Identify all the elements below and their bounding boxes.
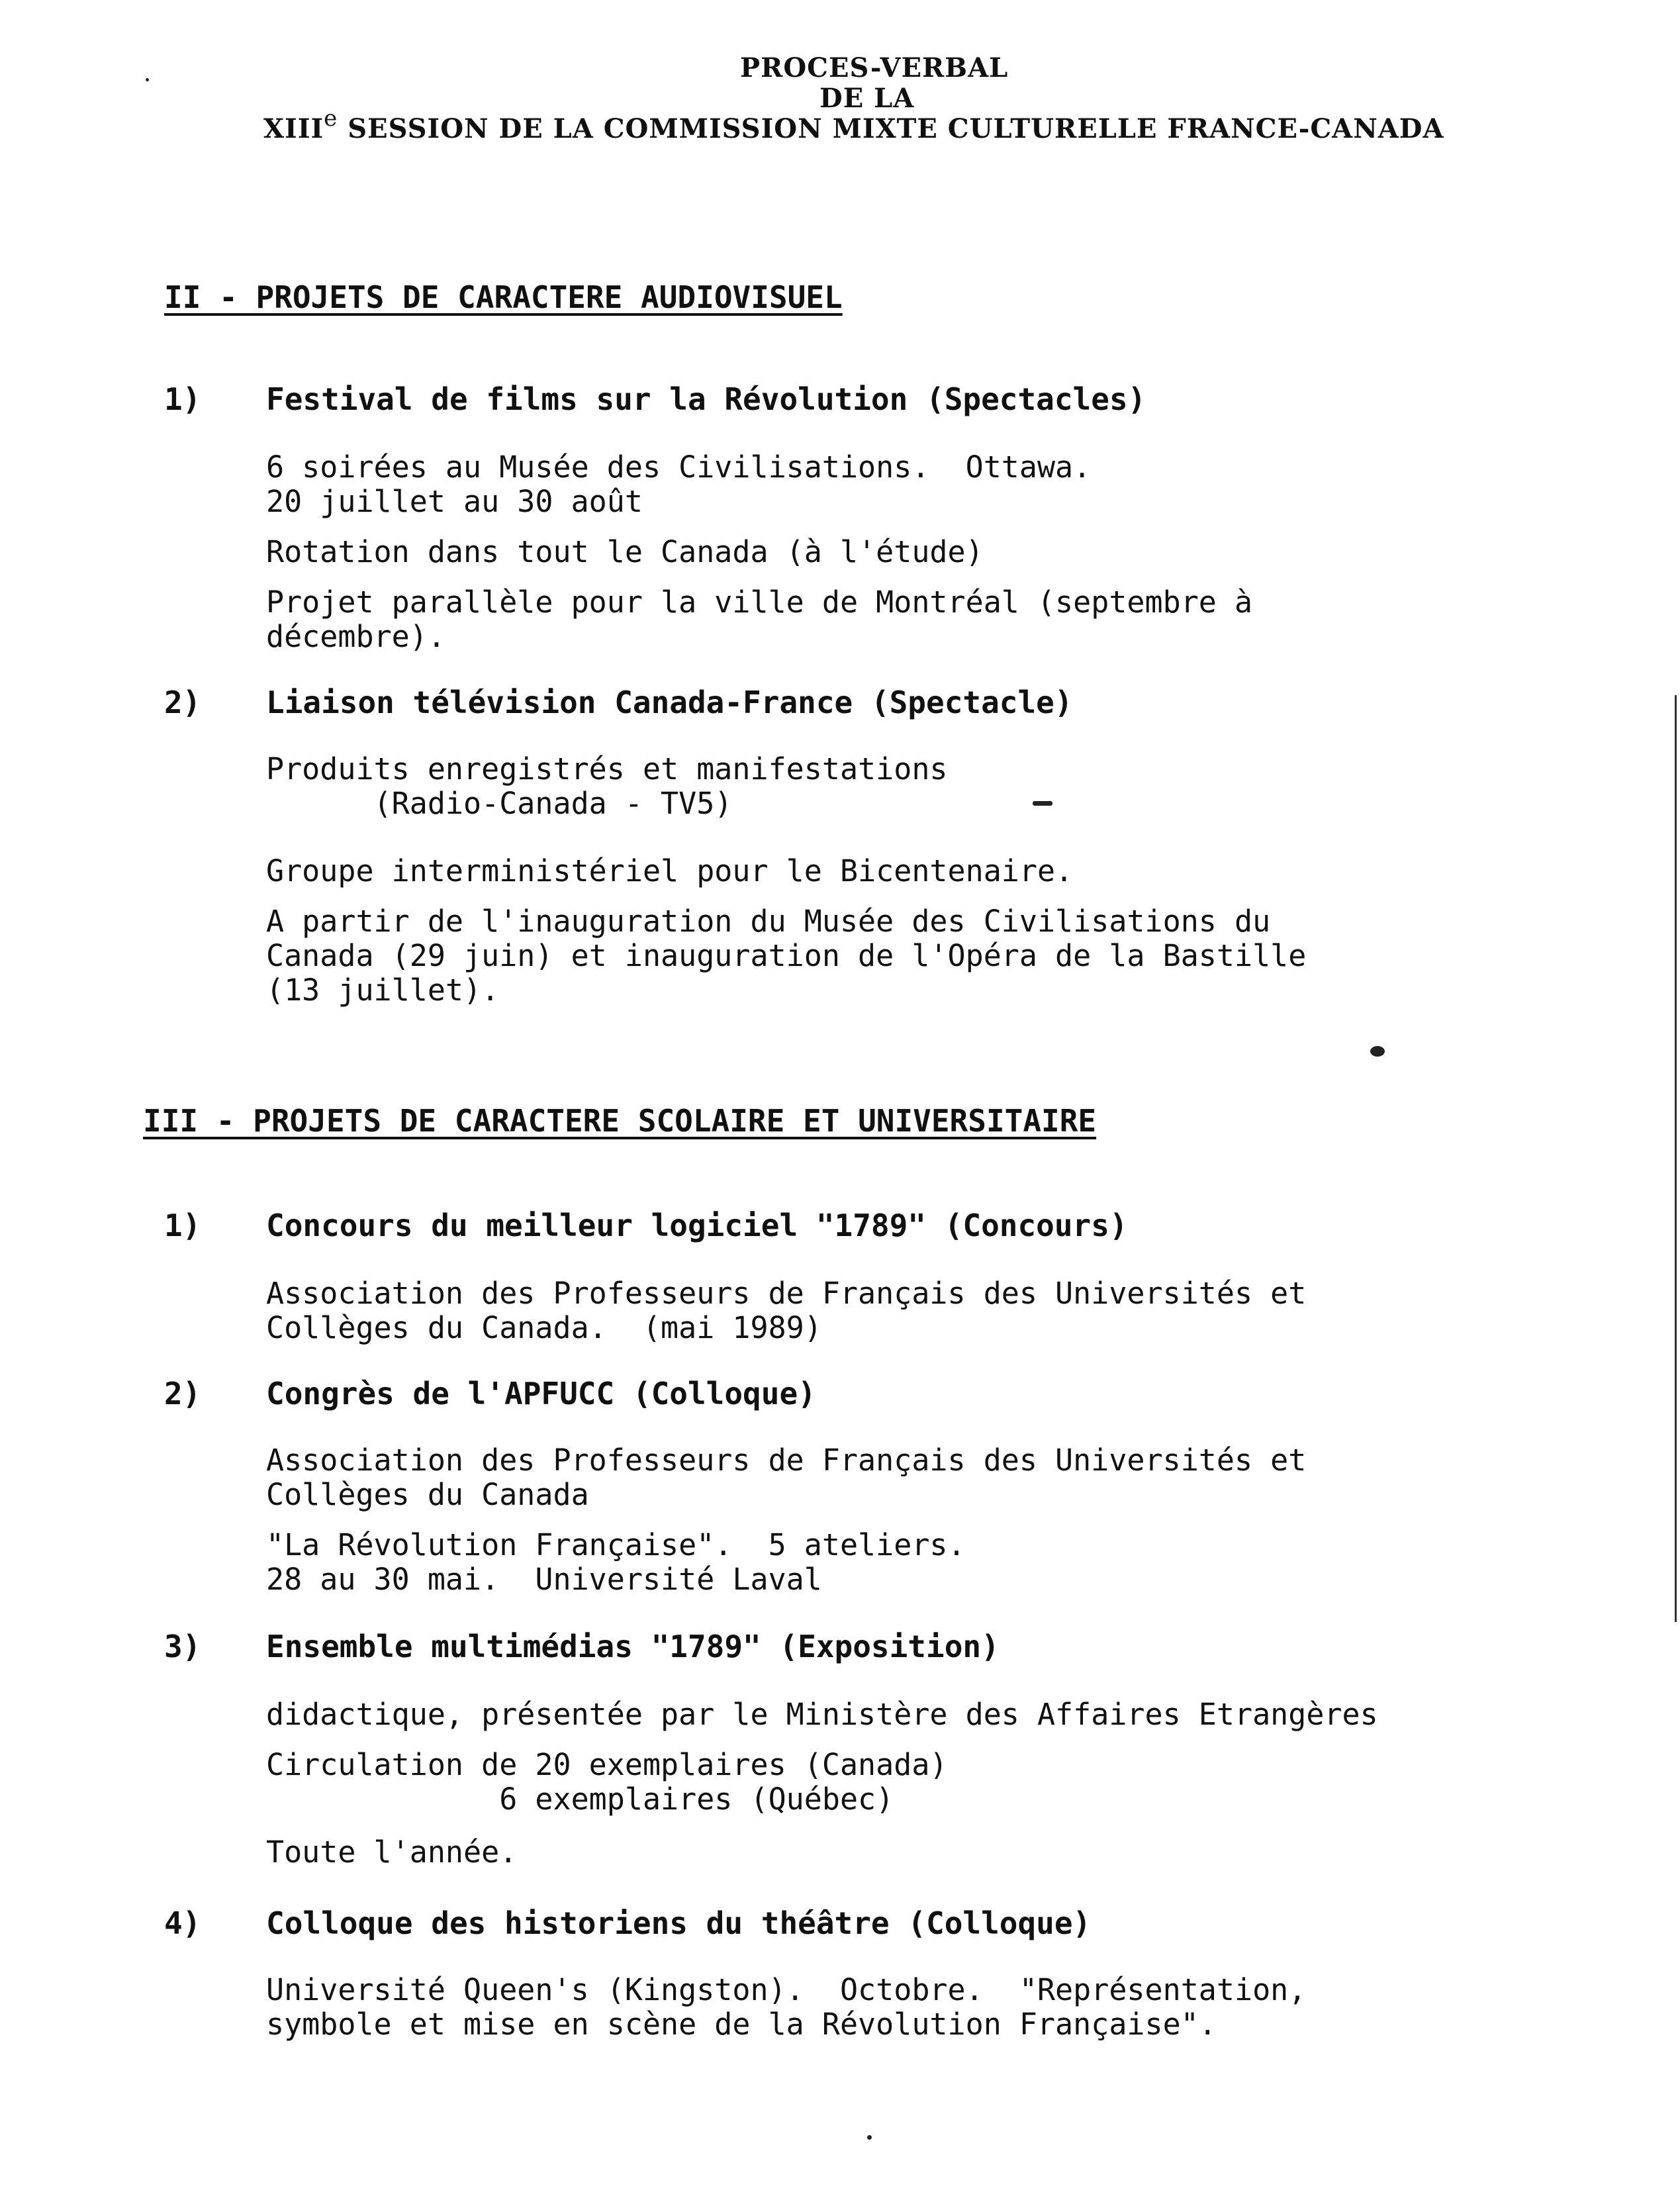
header-session-rest: SESSION DE LA COMMISSION MIXTE CULTURELLE FRANCE-CANADA: [338, 113, 1444, 144]
section-iii-item3-para2: Circulation de 20 exemplaires (Canada) 6 exemplaires (Québec): [266, 1747, 948, 1817]
section-iii-item3-number: 3): [164, 1629, 201, 1664]
section-iii-item2-title: Congrès de l'APFUCC (Colloque): [266, 1376, 816, 1411]
section-ii-item2-title: Liaison télévision Canada-France (Spectacle): [266, 685, 1073, 720]
header-title-line3: [0, 105, 1680, 146]
section-ii-item2-number: 2): [164, 685, 201, 720]
section-iii-item3-title: Ensemble multimédias "1789" (Exposition): [266, 1629, 1000, 1664]
scan-edge-line: [1675, 695, 1677, 1622]
section-ii-item1-para1: 6 soirées au Musée des Civilisations. Ottawa. 20 juillet au 30 août: [266, 450, 1092, 519]
section-ii-item1-para3: Projet parallèle pour la ville de Montréal (septembre à décembre).: [266, 585, 1253, 654]
header-session-superscript: e: [324, 105, 338, 132]
header-title-line1: PROCES-VERBAL: [740, 52, 1009, 83]
section-iii-item2-para1: Association des Professeurs de Français des Universités et Collèges du Canada: [266, 1443, 1307, 1512]
section-ii-item2-para2: Groupe interministériel pour le Bicentenaire.: [266, 853, 1074, 888]
section-iii-item2-number: 2): [164, 1376, 201, 1411]
header-title-line2: DE LA: [819, 83, 915, 114]
section-iii-item4-para1: Université Queen's (Kingston). Octobre. "Représentation, symbole et mise en scène de la Révolution Française".: [266, 1972, 1307, 2042]
section-ii-item1-title: Festival de films sur la Révolution (Spectacles): [266, 381, 1146, 417]
section-iii-item1-title: Concours du meilleur logiciel "1789" (Concours): [266, 1208, 1128, 1243]
section-ii-title: II - PROJETS DE CARACTERE AUDIOVISUEL: [164, 279, 843, 315]
section-ii-item1-number: 1): [164, 381, 201, 417]
section-iii-item1-para1: Association des Professeurs de Français des Universités et Collèges du Canada. (mai 1989): [266, 1276, 1307, 1345]
scan-speck: [146, 78, 149, 81]
scan-speck: [1370, 1046, 1385, 1057]
section-ii-item2-para3: A partir de l'inauguration du Musée des Civilisations du Canada (29 juin) et inauguration de l'Opéra de la Bastille (13 juillet).: [266, 904, 1307, 1008]
section-ii-item2-para1: Produits enregistrés et manifestations (Radio-Canada - TV5): [266, 751, 948, 821]
header-session-number: XIII: [263, 113, 324, 144]
document-header: [0, 53, 1680, 146]
scan-speck: [867, 2135, 872, 2140]
section-ii-item1-para2: Rotation dans tout le Canada (à l'étude): [266, 534, 984, 569]
section-iii-item2-para2: "La Révolution Française". 5 ateliers. 28 au 30 mai. Université Laval: [266, 1527, 966, 1597]
section-iii-item3-para3: Toute l'année.: [266, 1835, 518, 1870]
scan-speck: [1033, 801, 1052, 806]
section-iii-item1-number: 1): [164, 1208, 201, 1243]
section-iii-item3-para1: didactique, présentée par le Ministère des Affaires Etrangères: [266, 1697, 1378, 1732]
section-iii-item4-title: Colloque des historiens du théâtre (Colloque): [266, 1905, 1092, 1941]
section-iii-title: III - PROJETS DE CARACTERE SCOLAIRE ET UNIVERSITAIRE: [143, 1103, 1097, 1139]
section-iii-item4-number: 4): [164, 1905, 201, 1941]
